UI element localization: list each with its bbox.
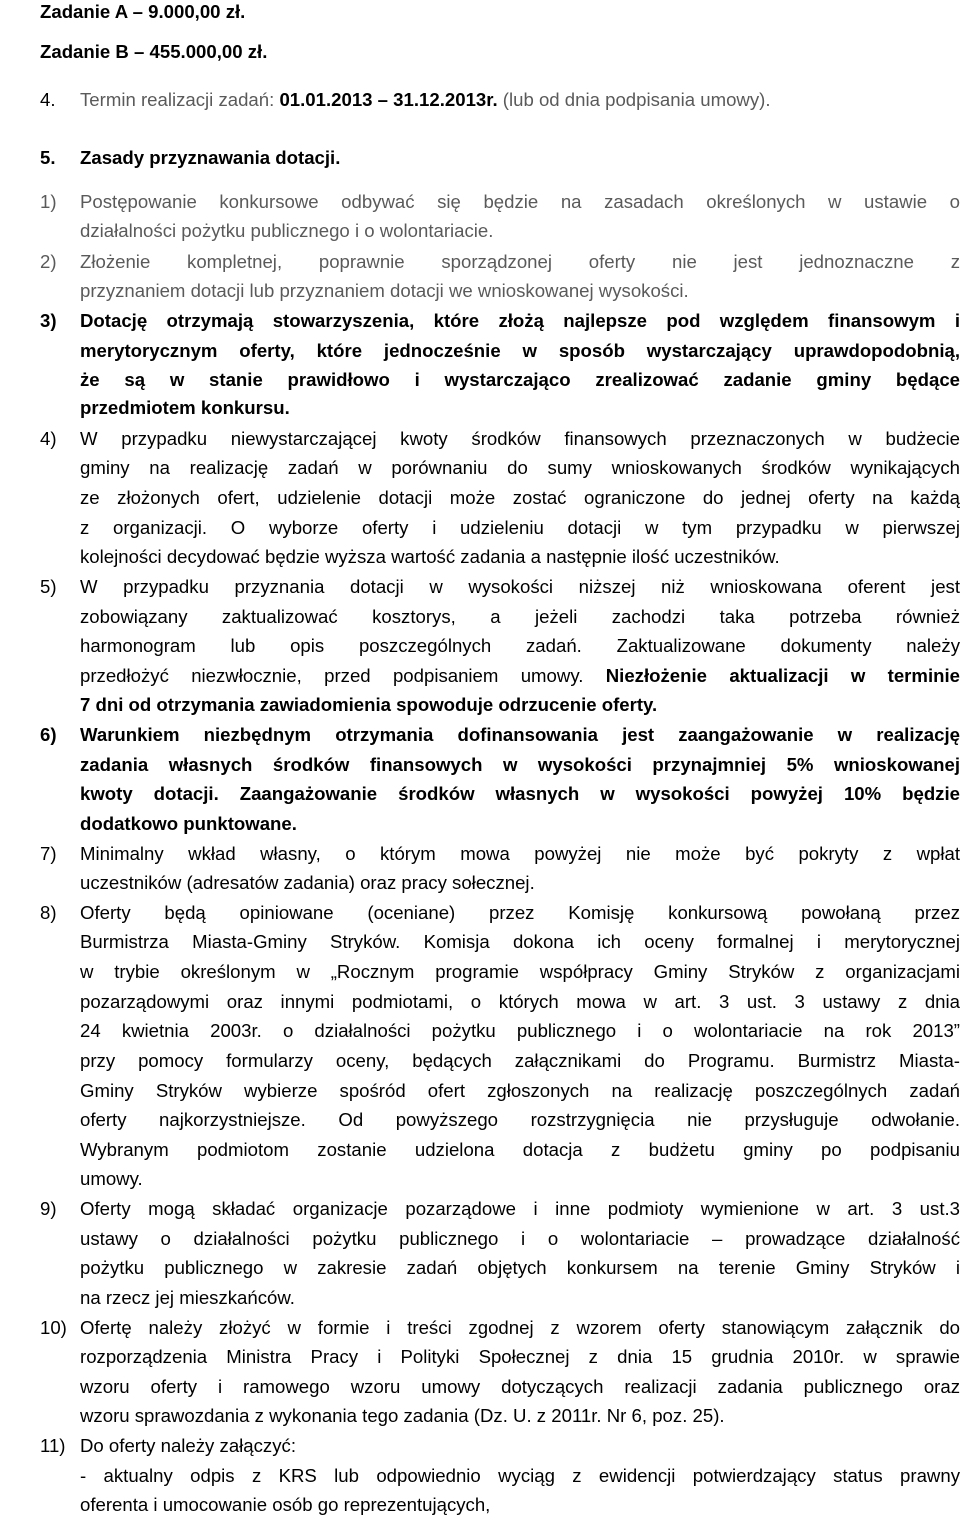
text-line: Dotację otrzymają stowarzyszenia, które złożą najlepsze pod względem finansowym i	[80, 310, 960, 331]
text-line: Zadanie A – 9.000,00 zł.	[40, 1, 246, 22]
text-line: - aktualny odpis z KRS lub odpowiednio wyciąg z ewidencji potwierdzający status prawny	[80, 1465, 960, 1486]
text-line: Zasady przyznawania dotacji.	[80, 147, 341, 168]
text-line: Gminy Stryków wybierze spośród ofert zgłoszonych na realizację poszczególnych zadań	[80, 1080, 960, 1101]
text-line: na rzecz jej mieszkańców.	[80, 1287, 295, 1308]
text-line: pozarządowymi oraz innymi podmiotami, o których mowa w art. 3 ust. 3 ustawy z dnia	[80, 991, 960, 1012]
text-line: Postępowanie konkursowe odbywać się będzie na zasadach określonych w ustawie o	[80, 191, 960, 212]
list-number: 6)	[40, 724, 57, 745]
list-number: 3)	[40, 310, 57, 331]
list-number: 8)	[40, 902, 57, 923]
text-segment: Termin realizacji zadań:	[80, 89, 280, 110]
list-number: 9)	[40, 1198, 57, 1219]
text-line: kolejności decydować będzie wyższa wartość zadania a następnie ilość uczestników.	[80, 546, 780, 567]
text-line: oferenta i umocowanie osób go reprezentujących,	[80, 1494, 491, 1515]
text-line: działalności pożytku publicznego i o wolontariacie.	[80, 220, 494, 241]
list-number: 2)	[40, 251, 57, 272]
text-line: ustawy o działalności pożytku publicznego i o wolontariacie – prowadzące działalność	[80, 1228, 960, 1249]
text-line: rozporządzenia Ministra Pracy i Polityki Społecznej z dnia 15 grudnia 2010r. w sprawie	[80, 1346, 960, 1367]
text-line: Warunkiem niezbędnym otrzymania dofinansowania jest zaangażowanie w realizację	[80, 724, 960, 745]
text-line: przyznaniem dotacji lub przyznaniem dotacji we wnioskowanej wysokości.	[80, 280, 689, 301]
text-line: Zadanie B – 455.000,00 zł.	[40, 41, 268, 62]
text-line: zobowiązany zaktualizować kosztorys, a jeżeli zachodzi taka potrzeba również	[80, 606, 960, 627]
text-line: przedmiotem konkursu.	[80, 397, 290, 418]
text-line: 24 kwietnia 2003r. o działalności pożytku publicznego i o wolontariacie na rok 2013”	[80, 1020, 960, 1041]
list-number: 10)	[40, 1317, 67, 1338]
text-line: że są w stanie prawidłowo i wystarczająco zrealizować zadanie gminy będące	[80, 369, 960, 390]
text-line: Do oferty należy załączyć:	[80, 1435, 296, 1456]
text-line: ze złożonych ofert, udzielenie dotacji może zostać ograniczone do jednej oferty na każdą	[80, 487, 960, 508]
text-line: Złożenie kompletnej, poprawnie sporządzonej oferty nie jest jednoznaczne z	[80, 251, 960, 272]
text-line: zadania własnych środków finansowych w wysokości przynajmniej 5% wnioskowanej	[80, 754, 960, 775]
text-line: dodatkowo punktowane.	[80, 813, 297, 834]
text-line: kwoty dotacji. Zaangażowanie środków własnych w wysokości powyżej 10% będzie	[80, 783, 960, 804]
text-line	[80, 664, 960, 690]
text-line: W przypadku niewystarczającej kwoty środków finansowych przeznaczonych w budżecie	[80, 428, 960, 449]
text-line: wzoru sprawozdania z wykonania tego zadania (Dz. U. z 2011r. Nr 6, poz. 25).	[80, 1405, 725, 1426]
text-line: Wybranym podmiotom zostanie udzielona dotacja z budżetu gminy po podpisaniu	[80, 1139, 960, 1160]
text-line: umowy.	[80, 1168, 143, 1189]
text-line	[80, 88, 771, 114]
text-line: wzoru oferty i ramowego wzoru umowy dotyczących realizacji zadania publicznego oraz	[80, 1376, 960, 1397]
text-segment: przedłożyć niezwłocznie, przed podpisaniem umowy.	[80, 665, 606, 686]
text-line: Oferty mogą składać organizacje pozarządowe i inne podmioty wymienione w art. 3 ust.3	[80, 1198, 960, 1219]
text-segment: 01.01.2013 – 31.12.2013r.	[279, 89, 498, 110]
text-line: pożytku publicznego w zakresie zadań objętych konkursem na terenie Gminy Stryków i	[80, 1257, 960, 1278]
text-line: Ofertę należy złożyć w formie i treści zgodnej z wzorem oferty stanowiącym załącznik do	[80, 1317, 960, 1338]
list-number: 7)	[40, 843, 57, 864]
text-segment: Niezłożenie aktualizacji w terminie	[605, 665, 960, 686]
text-line: w trybie określonym w „Rocznym programie współpracy Gminy Stryków z organizacjami	[80, 961, 960, 982]
text-line: harmonogram lub opis poszczególnych zadań. Zaktualizowane dokumenty należy	[80, 635, 960, 656]
text-line: oferty najkorzystniejsze. Od powyższego rozstrzygnięcia nie przysługuje odwołanie.	[80, 1109, 960, 1130]
text-line: Burmistrza Miasta-Gminy Stryków. Komisja dokona ich oceny formalnej i merytorycznej	[80, 931, 960, 952]
text-line: merytorycznym oferty, które jednocześnie w sposób wystarczający uprawdopodobnią,	[80, 340, 960, 361]
text-line: przy pomocy formularzy oceny, będących załącznikami do Programu. Burmistrz Miasta-	[80, 1050, 960, 1071]
list-number: 11)	[40, 1435, 66, 1456]
text-line: Oferty będą opiniowane (oceniane) przez Komisję konkursową powołaną przez	[80, 902, 960, 923]
list-number: 5)	[40, 576, 57, 597]
text-segment: (lub od dnia podpisania umowy).	[497, 89, 771, 110]
text-line: W przypadku przyznania dotacji w wysokości niższej niż wnioskowana oferent jest	[80, 576, 960, 597]
text-line: z organizacji. O wyborze oferty i udzieleniu dotacji w tym przypadku w pierwszej	[80, 517, 960, 538]
text-line: uczestników (adresatów zadania) oraz pracy sołecznej.	[80, 872, 535, 893]
list-number: 4.	[40, 89, 56, 110]
list-number: 1)	[40, 191, 57, 212]
text-line: 7 dni od otrzymania zawiadomienia spowoduje odrzucenie oferty.	[80, 694, 658, 715]
list-number: 4)	[40, 428, 57, 449]
text-line: Minimalny wkład własny, o którym mowa powyżej nie może być pokryty z wpłat	[80, 843, 960, 864]
text-line: gminy na realizację zadań w porównaniu do sumy wnioskowanych środków wynikających	[80, 457, 960, 478]
list-number: 5.	[40, 147, 56, 168]
